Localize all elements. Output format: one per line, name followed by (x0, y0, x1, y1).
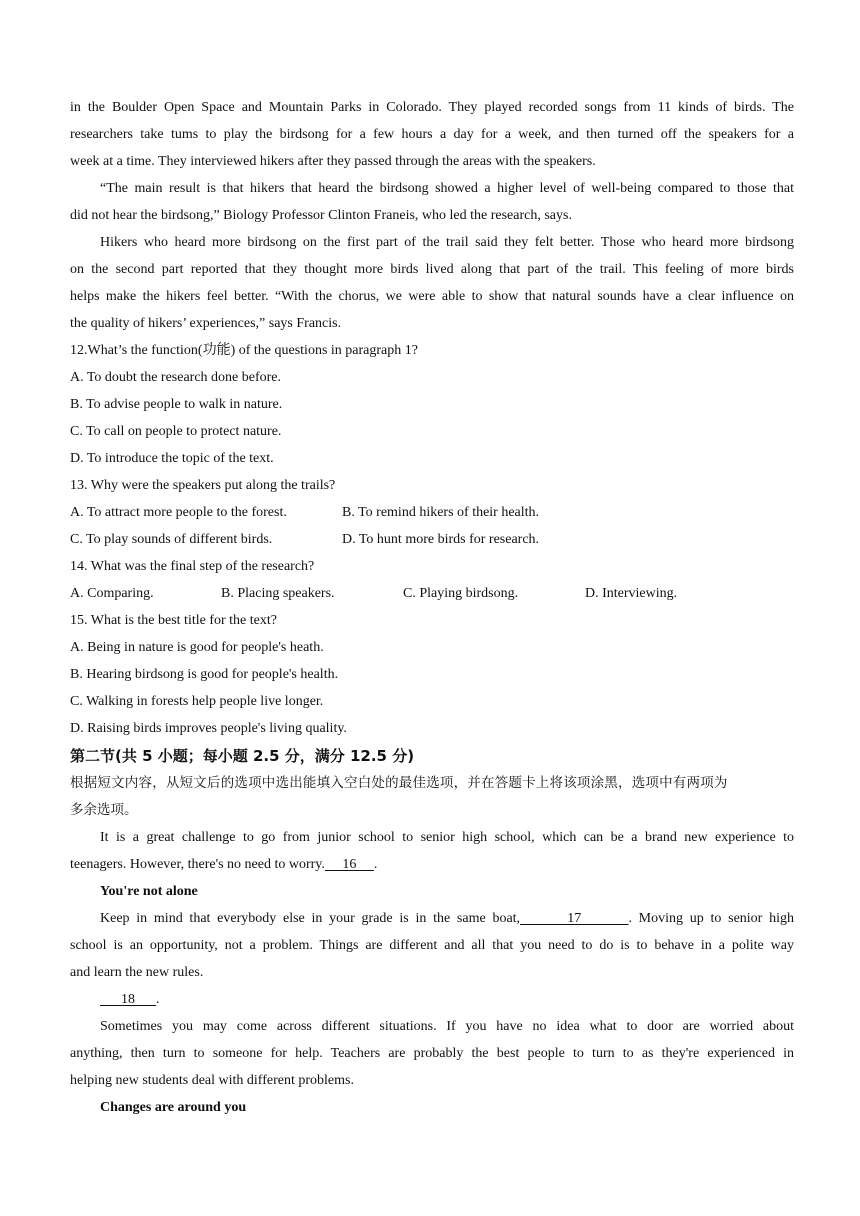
question-14-option-b: B. Placing speakers. (221, 586, 335, 601)
question-13-option-a: A. To attract more people to the forest. (70, 505, 287, 520)
question-12-option-b: B. To advise people to walk in nature. (70, 397, 283, 412)
blank-16: 16 (324, 857, 374, 872)
intro-text: teenagers. However, there's no need to worry. (70, 857, 325, 872)
section-2-para3-line-3: helping new students deal with different problems. (70, 1073, 354, 1088)
passage-a-p3-line-2: on the second part reported that they thought more birds lived along that part of the trail. This feeling of more birds (70, 262, 794, 277)
question-14-stem: 14. What was the final step of the research? (70, 559, 315, 574)
subheading-not-alone: You're not alone (100, 884, 198, 899)
passage-a-p3-line-1: Hikers who heard more birdsong on the first part of the trail said they felt better. Those who heard more birdsong (100, 235, 794, 250)
section-2-instructions-line-2: 多余选项。 (70, 802, 138, 818)
passage-a-p1-line-2: researchers take tums to play the birdsong for a few hours a day for a week, and then turned off the speakers for a (70, 127, 794, 142)
question-12-stem: 12.What’s the function(功能) of the questions in paragraph 1? (70, 343, 418, 358)
blank-18-end: . (156, 992, 160, 1007)
question-13-stem: 13. Why were the speakers put along the trails? (70, 478, 336, 493)
passage-a-p1-line-1: in the Boulder Open Space and Mountain Parks in Colorado. They played recorded songs from 11 kinds of birds. The (70, 100, 794, 115)
subheading-changes: Changes are around you (100, 1100, 247, 1115)
intro-end: . (373, 857, 378, 872)
section-2-para2-line-1 (100, 909, 794, 929)
question-14-option-a: A. Comparing. (70, 586, 154, 601)
section-2-heading: 第二节(共 5 小题；每小题 2.5 分，满分 12.5 分) (70, 747, 415, 765)
question-15-option-d: D. Raising birds improves people's living quality. (70, 721, 347, 736)
passage-a-p3-line-3: helps make the hikers feel better. “With the chorus, we were able to show that natural sounds have a clear influence on (70, 289, 794, 304)
blank-18-line (100, 990, 794, 1010)
passage-a-p3-line-4: the quality of hikers’ experiences,” says Francis. (70, 316, 342, 331)
passage-a-p2-line-2: did not hear the birdsong,” Biology Professor Clinton Franeis, who led the research, says. (70, 208, 572, 223)
question-14-option-c: C. Playing birdsong. (403, 586, 519, 601)
blank-18: 18 (100, 992, 156, 1007)
question-12-option-d: D. To introduce the topic of the text. (70, 451, 274, 466)
question-13-option-b: B. To remind hikers of their health. (342, 505, 540, 520)
question-13-option-d: D. To hunt more birds for research. (342, 532, 540, 547)
section-2-para3-line-1: Sometimes you may come across different situations. If you have no idea what to door are worried about (100, 1019, 794, 1034)
question-15-option-b: B. Hearing birdsong is good for people's health. (70, 667, 339, 682)
question-15-option-c: C. Walking in forests help people live longer. (70, 694, 324, 709)
section-2-para3-line-2: anything, then turn to someone for help. Teachers are probably the best people to turn to as they're experienced in (70, 1046, 794, 1061)
section-2-para2-line-3: and learn the new rules. (70, 965, 204, 980)
passage-a-p1-line-3: week at a time. They interviewed hikers after they passed through the areas with the speakers. (70, 154, 596, 169)
section-2-para2-line-2: school is an opportunity, not a problem. Things are different and all that you need to do is to behave in a polite way (70, 938, 794, 953)
question-12-option-c: C. To call on people to protect nature. (70, 424, 282, 439)
question-12-option-a: A. To doubt the research done before. (70, 370, 282, 385)
question-13-option-c: C. To play sounds of different birds. (70, 532, 273, 547)
section-2-intro-line-2 (70, 855, 794, 875)
question-14-option-d: D. Interviewing. (585, 586, 678, 601)
blank-17: 17 (520, 911, 629, 926)
section-2-instructions-line-1: 根据短文内容，从短文后的选项中选出能填入空白处的最佳选项，并在答题卡上将该项涂黑，选项中有两项为 (70, 775, 728, 791)
question-15-stem: 15. What is the best title for the text? (70, 613, 277, 628)
para2-text: Keep in mind that everybody else in your grade is in the same boat, (100, 911, 521, 926)
passage-a-p2-line-1: “The main result is that hikers that heard the birdsong showed a higher level of well-being compared to those that (100, 181, 794, 196)
section-2-intro-line-1: It is a great challenge to go from junior school to senior high school, which can be a brand new experience to (100, 830, 794, 845)
question-15-option-a: A. Being in nature is good for people's heath. (70, 640, 324, 655)
para2-end: . Moving up to senior high (628, 911, 794, 926)
